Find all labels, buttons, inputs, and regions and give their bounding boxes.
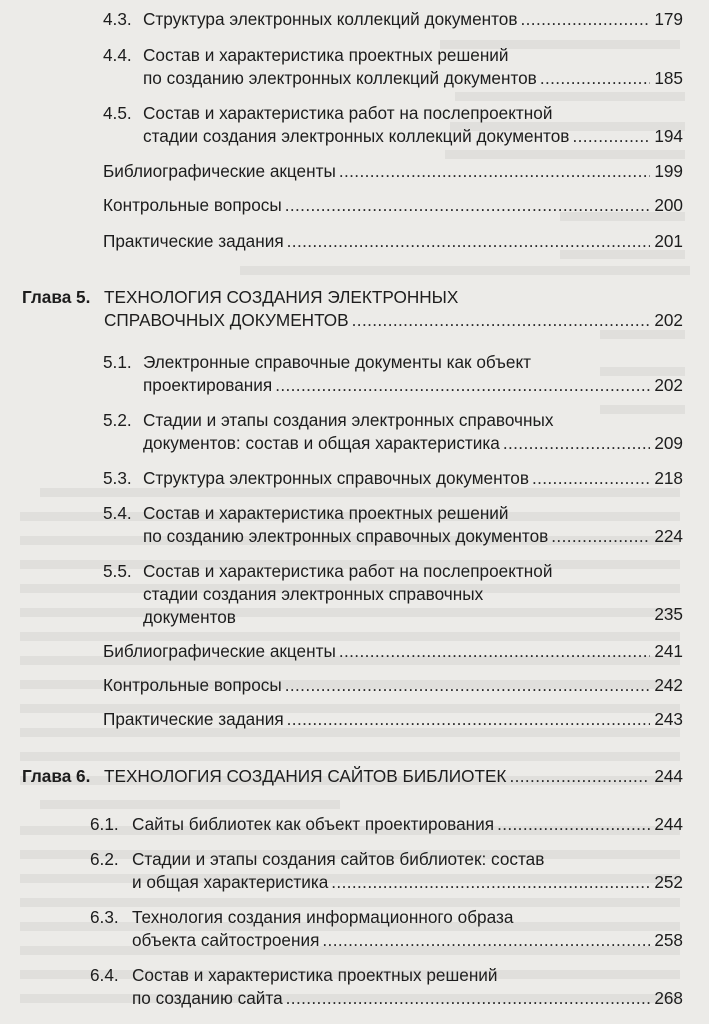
section-title-line-1: Состав и характеристика проектных решений xyxy=(143,503,509,523)
page-number: 244 xyxy=(654,766,683,786)
toc-chapter-5 xyxy=(22,286,683,332)
toc-entry-ch4-questions xyxy=(103,194,683,217)
toc-entry-5-4 xyxy=(103,502,683,548)
dot-leader xyxy=(339,160,650,183)
section-number: 6.2. xyxy=(90,849,119,869)
page-number: 194 xyxy=(654,126,683,146)
page-number: 202 xyxy=(654,310,683,330)
dot-leader xyxy=(572,125,650,148)
section-title-line-2: стадии создания электронных справочных xyxy=(143,584,484,604)
page-number: 258 xyxy=(654,930,683,950)
chapter-title: ТЕХНОЛОГИЯ СОЗДАНИЯ САЙТОВ БИБЛИОТЕК xyxy=(104,766,507,786)
entry-title: Контрольные вопросы xyxy=(103,675,282,695)
page-number: 199 xyxy=(654,161,683,181)
dot-leader xyxy=(287,708,650,731)
entry-title: Контрольные вопросы xyxy=(103,195,282,215)
dot-leader xyxy=(331,871,650,894)
section-title-line-2: и общая характеристика xyxy=(132,872,329,892)
section-title-line-1: Состав и характеристика проектных решений xyxy=(132,965,498,985)
section-number: 6.4. xyxy=(90,965,119,985)
dot-leader xyxy=(521,8,651,31)
section-number: 6.1. xyxy=(90,814,119,834)
dot-leader xyxy=(285,674,650,697)
section-title: Структура электронных справочных документов xyxy=(143,468,529,488)
toc-entry-4-5 xyxy=(103,102,683,148)
toc-entry-6-4 xyxy=(90,964,683,1010)
dot-leader xyxy=(551,525,650,548)
section-title-line-1: Стадии и этапы создания электронных справочных xyxy=(143,410,554,430)
section-title-line-2: по созданию электронных коллекций документов xyxy=(143,68,537,88)
page-number: 241 xyxy=(654,641,683,661)
entry-title: Библиографические акценты xyxy=(103,641,336,661)
section-number: 5.1. xyxy=(103,352,132,372)
entry-title: Практические задания xyxy=(103,709,284,729)
chapter-title-line-2: СПРАВОЧНЫХ ДОКУМЕНТОВ xyxy=(104,310,349,330)
toc-entry-4-4 xyxy=(103,44,683,90)
section-number: 5.5. xyxy=(103,561,132,581)
section-title-line-2: объекта сайтостроения xyxy=(132,930,320,950)
toc-entry-5-5-page xyxy=(620,603,683,626)
section-title-line-2: документов: состав и общая характеристика xyxy=(143,433,500,453)
section-title-line-2: проектирования xyxy=(143,375,273,395)
dot-leader xyxy=(352,309,650,332)
section-number: 5.4. xyxy=(103,503,132,523)
section-title-line-1: Стадии и этапы создания сайтов библиотек: состав xyxy=(132,849,545,869)
dot-leader xyxy=(275,374,650,397)
page-number: 252 xyxy=(654,872,683,892)
toc-entry-ch4-tasks xyxy=(103,230,683,253)
page-number: 179 xyxy=(654,9,683,29)
chapter-number: Глава 6. xyxy=(22,766,91,786)
toc-entry-ch5-bibliography xyxy=(103,640,683,663)
toc-entry-5-3 xyxy=(103,467,683,490)
dot-leader xyxy=(497,813,650,836)
page-number: 201 xyxy=(654,231,683,251)
section-number: 5.2. xyxy=(103,410,132,430)
page-number: 218 xyxy=(654,468,683,488)
page-number: 209 xyxy=(654,433,683,453)
section-title-line-1: Электронные справочные документы как объект xyxy=(143,352,532,372)
page-number: 200 xyxy=(654,195,683,215)
toc-entry-6-1 xyxy=(90,813,683,836)
toc-entry-ch5-tasks xyxy=(103,708,683,731)
page-number: 202 xyxy=(654,375,683,395)
section-title-line-2: по созданию сайта xyxy=(132,988,283,1008)
section-title: Структура электронных коллекций документов xyxy=(143,9,518,29)
section-number: 5.3. xyxy=(103,468,132,488)
chapter-number: Глава 5. xyxy=(22,287,91,307)
dot-leader xyxy=(287,230,650,253)
page-number: 235 xyxy=(654,604,683,624)
page-number: 268 xyxy=(654,988,683,1008)
page-number: 224 xyxy=(654,526,683,546)
page-number: 242 xyxy=(654,675,683,695)
entry-title: Библиографические акценты xyxy=(103,161,336,181)
toc-entry-5-1 xyxy=(103,351,683,397)
section-title: Сайты библиотек как объект проектирования xyxy=(132,814,495,834)
section-number: 4.4. xyxy=(103,45,132,65)
section-number: 4.3. xyxy=(103,9,132,29)
section-title-line-2: стадии создания электронных коллекций документов xyxy=(143,126,570,146)
section-title-line-1: Состав и характеристика работ на послепроектной xyxy=(143,561,553,581)
toc-entry-6-3 xyxy=(90,906,683,952)
page-number: 244 xyxy=(654,814,683,834)
dot-leader xyxy=(509,765,650,788)
section-title-line-1: Состав и характеристика работ на послепроектной xyxy=(143,103,553,123)
toc-entry-6-2 xyxy=(90,848,683,894)
dot-leader xyxy=(540,67,650,90)
entry-title: Практические задания xyxy=(103,231,284,251)
dot-leader xyxy=(339,640,650,663)
section-title-line-3: документов xyxy=(143,607,236,627)
dot-leader xyxy=(503,432,650,455)
page-number: 243 xyxy=(654,709,683,729)
section-number: 4.5. xyxy=(103,103,132,123)
toc-entry-4-3 xyxy=(103,8,683,31)
toc-chapter-6 xyxy=(22,765,683,788)
dot-leader xyxy=(286,987,650,1010)
section-number: 6.3. xyxy=(90,907,119,927)
toc-entry-5-2 xyxy=(103,409,683,455)
section-title-line-1: Технология создания информационного образа xyxy=(132,907,514,927)
section-title-line-2: по созданию электронных справочных документов xyxy=(143,526,549,546)
toc-entry-ch4-bibliography xyxy=(103,160,683,183)
chapter-title-line-1: ТЕХНОЛОГИЯ СОЗДАНИЯ ЭЛЕКТРОННЫХ xyxy=(104,287,459,307)
toc-entry-ch5-questions xyxy=(103,674,683,697)
page-number: 185 xyxy=(654,68,683,88)
toc-entry-5-5 xyxy=(103,560,683,629)
dot-leader xyxy=(532,467,650,490)
dot-leader xyxy=(285,194,650,217)
dot-leader xyxy=(322,929,650,952)
section-title-line-1: Состав и характеристика проектных решений xyxy=(143,45,509,65)
